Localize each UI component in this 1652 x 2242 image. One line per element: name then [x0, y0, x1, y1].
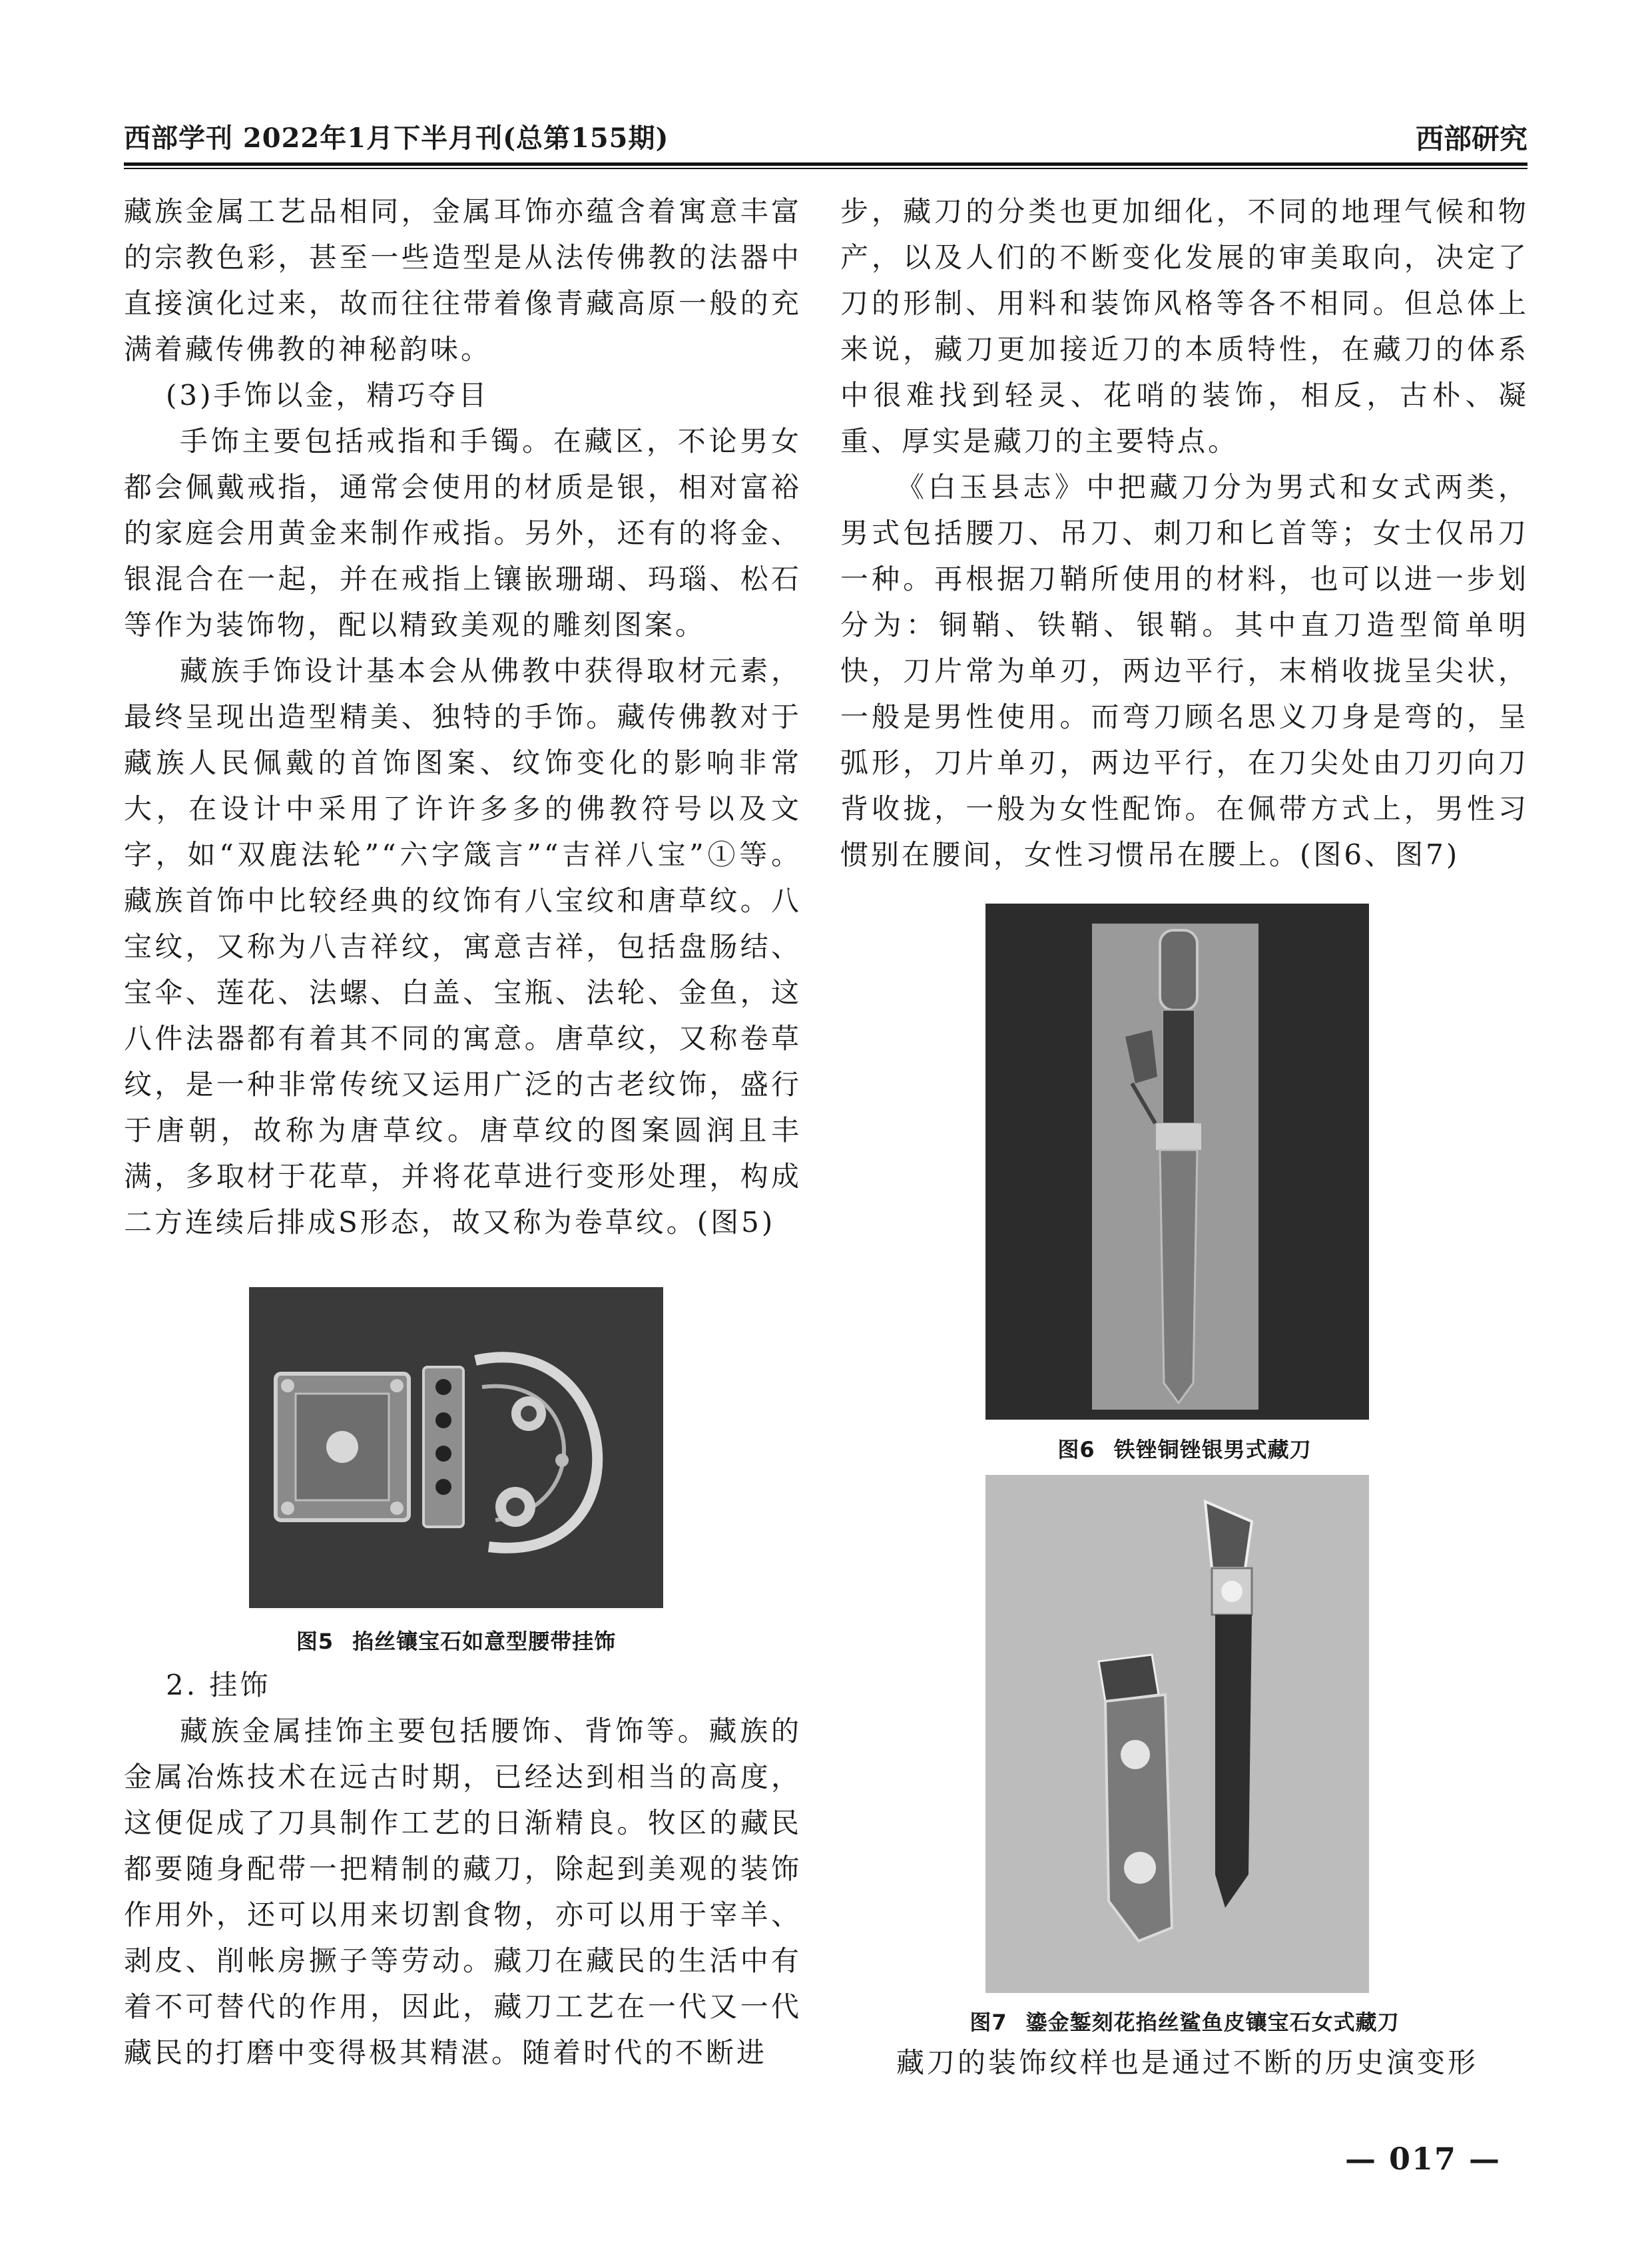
left-column-bottom — [124, 1662, 802, 2076]
figure-6-caption — [840, 1433, 1529, 1464]
female-knife-illustration — [985, 1475, 1369, 1993]
figure-7-image — [985, 1475, 1369, 1993]
left-column-top — [124, 188, 802, 1245]
figure-number: 图5 — [296, 1629, 334, 1654]
paragraph: 《白玉县志》中把藏刀分为男式和女式两类，男式包括腰刀、吊刀、刺刀和匕首等；女士仅吊刀一种。再根据刀鞘所使用的材料，也可以进一步划分为：铜鞘、铁鞘、银鞘。其中直刀造型简单明快，刀片常为单刃，两边平行，末梢收拢呈尖状，一般是男性使用。而弯刀顾名思义刀身是弯的，呈弧形，刀片单刃，两边平行，在刀尖处由刀刃向刀背收拢，一般为女性配饰。在佩带方式上，男性习惯别在腰间，女性习惯吊在腰上。(图6、图7) — [840, 471, 1529, 871]
caption-text: 掐丝镶宝石如意型腰带挂饰 — [352, 1629, 617, 1654]
right-column-top — [840, 188, 1529, 878]
paragraph: 步，藏刀的分类也更加细化，不同的地理气候和物产，以及人们的不断变化发展的审美取向，决定了刀的形制、用料和装饰风格等各不相同。但总体上来说，藏刀更加接近刀的本质特性，在藏刀的体系中很难找到轻灵、花哨的装饰，相反，古朴、凝重、厚实是藏刀的主要特点。 — [840, 195, 1529, 457]
section-title: 西部研究 — [1415, 123, 1527, 155]
figure-7-caption — [840, 2006, 1529, 2036]
subheading: 2. 挂饰 — [166, 1669, 271, 1701]
page-number: — 017 — — [1345, 2141, 1502, 2177]
running-header — [124, 113, 1527, 160]
paragraph: 藏刀的装饰纹样也是通过不断的历史演变形 — [896, 2046, 1479, 2079]
figure-5-caption — [249, 1625, 663, 1655]
header-rule — [124, 162, 1527, 166]
figure-5-image — [249, 1287, 663, 1608]
paragraph: 手饰主要包括戒指和手镯。在藏区，不论男女都会佩戴戒指，通常会使用的材质是银，相对富裕的家庭会用黄金来制作戒指。另外，还有的将金、银混合在一起，并在戒指上镶嵌珊瑚、玛瑙、松石等作为装饰物，配以精致美观的雕刻图案。 — [124, 425, 802, 641]
belt-ornament-illustration — [249, 1287, 663, 1608]
figure-number: 图7 — [969, 2010, 1007, 2035]
paragraph: 藏族金属工艺品相同，金属耳饰亦蕴含着寓意丰富的宗教色彩，甚至一些造型是从法传佛教的法器中直接演化过来，故而往往带着像青藏高原一般的充满着藏传佛教的神秘韵味。 — [124, 195, 802, 366]
right-column-bottom — [840, 2040, 1529, 2086]
male-knife-illustration — [985, 904, 1369, 1420]
figure-6-image — [985, 904, 1369, 1420]
caption-text: 铁锉铜锉银男式藏刀 — [1113, 1437, 1312, 1462]
caption-text: 鎏金錾刻花掐丝鲨鱼皮镶宝石女式藏刀 — [1025, 2010, 1400, 2035]
figure-number: 图6 — [1057, 1437, 1095, 1462]
paragraph: 藏族手饰设计基本会从佛教中获得取材元素，最终呈现出造型精美、独特的手饰。藏传佛教对于藏族人民佩戴的首饰图案、纹饰变化的影响非常大，在设计中采用了许许多多的佛教符号以及文字，如“双鹿法轮”“六字箴言”“吉祥八宝”①等。藏族首饰中比较经典的纹饰有八宝纹和唐草纹。八宝纹，又称为八吉祥纹，寓意吉祥，包括盘肠结、宝伞、莲花、法螺、白盖、宝瓶、法轮、金鱼，这八件法器都有着其不同的寓意。唐草纹，又称卷草纹，是一种非常传统又运用广泛的古老纹饰，盛行于唐朝，故称为唐草纹。唐草纹的图案圆润且丰满，多取材于花草，并将花草进行变形处理，构成二方连续后排成S形态，故又称为卷草纹。(图5) — [124, 655, 802, 1239]
journal-title: 西部学刊 2022年1月下半月刊(总第155期) — [124, 123, 669, 154]
paragraph: 藏族金属挂饰主要包括腰饰、背饰等。藏族的金属冶炼技术在远古时期，已经达到相当的高度，这便促成了刀具制作工艺的日渐精良。牧区的藏民都要随身配带一把精制的藏刀，除起到美观的装饰作用外，还可以用来切割食物，亦可以用于宰羊、剥皮、削帐房撅子等劳动。藏刀在藏民的生活中有着不可替代的作用，因此，藏刀工艺在一代又一代藏民的打磨中变得极其精湛。随着时代的不断进 — [124, 1715, 802, 2069]
header-rule-thin — [124, 168, 1527, 169]
subheading: (3)手饰以金，精巧夺目 — [166, 379, 489, 412]
